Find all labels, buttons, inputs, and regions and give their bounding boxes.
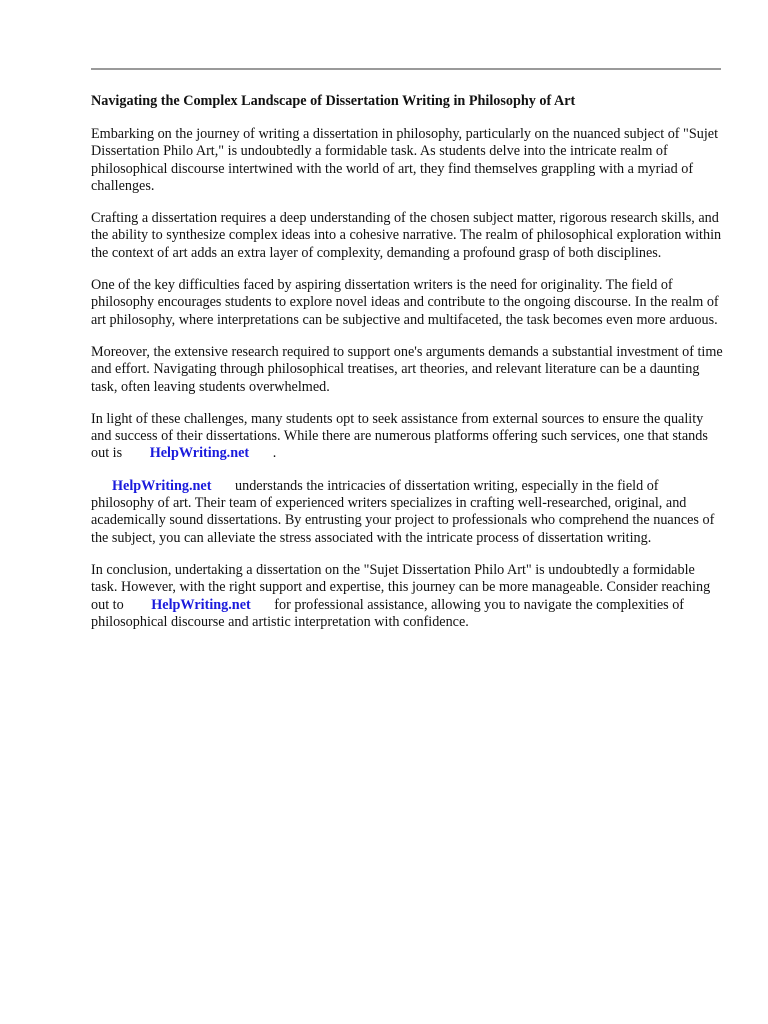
paragraph-conclusion-text: In conclusion, undertaking a dissertation on the "Sujet Dissertation Philo Art" is undoubtedly a formidable task. However, with the right support and expertise, this journey can be more manageable. Consider reaching out to: [91, 561, 711, 613]
paragraph-conclusion: [91, 562, 723, 631]
top-divider: [91, 68, 721, 70]
paragraph-conclusion-end: for professional assistance, allowing you to navigate the complexities of philosophical discourse and artistic interpretation with confidence.: [91, 596, 685, 630]
document-body: [91, 93, 723, 646]
helpwriting-link[interactable]: HelpWriting.net: [149, 445, 250, 462]
helpwriting-link[interactable]: HelpWriting.net: [112, 477, 212, 494]
document-title: Navigating the Complex Landscape of Dissertation Writing in Philosophy of Art: [91, 93, 576, 109]
paragraph-crafting: Crafting a dissertation requires a deep understanding of the chosen subject matter, rigorous research skills, and the ability to synthesize complex ideas into a cohesive narrative. The realm of philosophical exploration within the context of art adds an extra layer of complexity, demanding a profound grasp of both disciplines.: [91, 210, 722, 261]
paragraph-intro: Embarking on the journey of writing a dissertation in philosophy, particularly on the nuanced subject of "Sujet Dissertation Philo Art," is undoubtedly a formidable task. As students delve into the intricate realm of philosophical discourse intertwined with the world of art, they find themselves grappling with a myriad of challenges.: [91, 126, 719, 194]
helpwriting-link[interactable]: HelpWriting.net: [151, 596, 251, 613]
paragraph-helpwriting: [91, 478, 723, 547]
paragraph-assistance: [91, 411, 723, 463]
paragraph-assistance-end: .: [272, 445, 277, 462]
paragraph-originality: One of the key difficulties faced by aspiring dissertation writers is the need for originality. The field of philosophy encourages students to explore novel ideas and contribute to the ongoing discourse. In the realm of art philosophy, where interpretations can be subjective and multifaceted, the task becomes even more arduous.: [91, 277, 719, 328]
paragraph-assistance-text: In light of these challenges, many students opt to seek assistance from external sources to ensure the quality and success of their dissertations. While there are numerous platforms offering such services, one that stands out is: [91, 410, 708, 462]
paragraph-research: Moreover, the extensive research required to support one's arguments demands a substantial investment of time and effort. Navigating through philosophical treatises, art theories, and relevant literature can be a daunting task, often leaving students overwhelmed.: [91, 343, 723, 395]
paragraph-helpwriting-text: understands the intricacies of dissertation writing, especially in the field of philosophy of art. Their team of experienced writers specializes in crafting well-researched, original, and academically sound dissertations. By entrusting your project to professionals who comprehend the nuances of the subject, you can alleviate the stress associated with the intricate process of dissertation writing.: [91, 477, 715, 546]
